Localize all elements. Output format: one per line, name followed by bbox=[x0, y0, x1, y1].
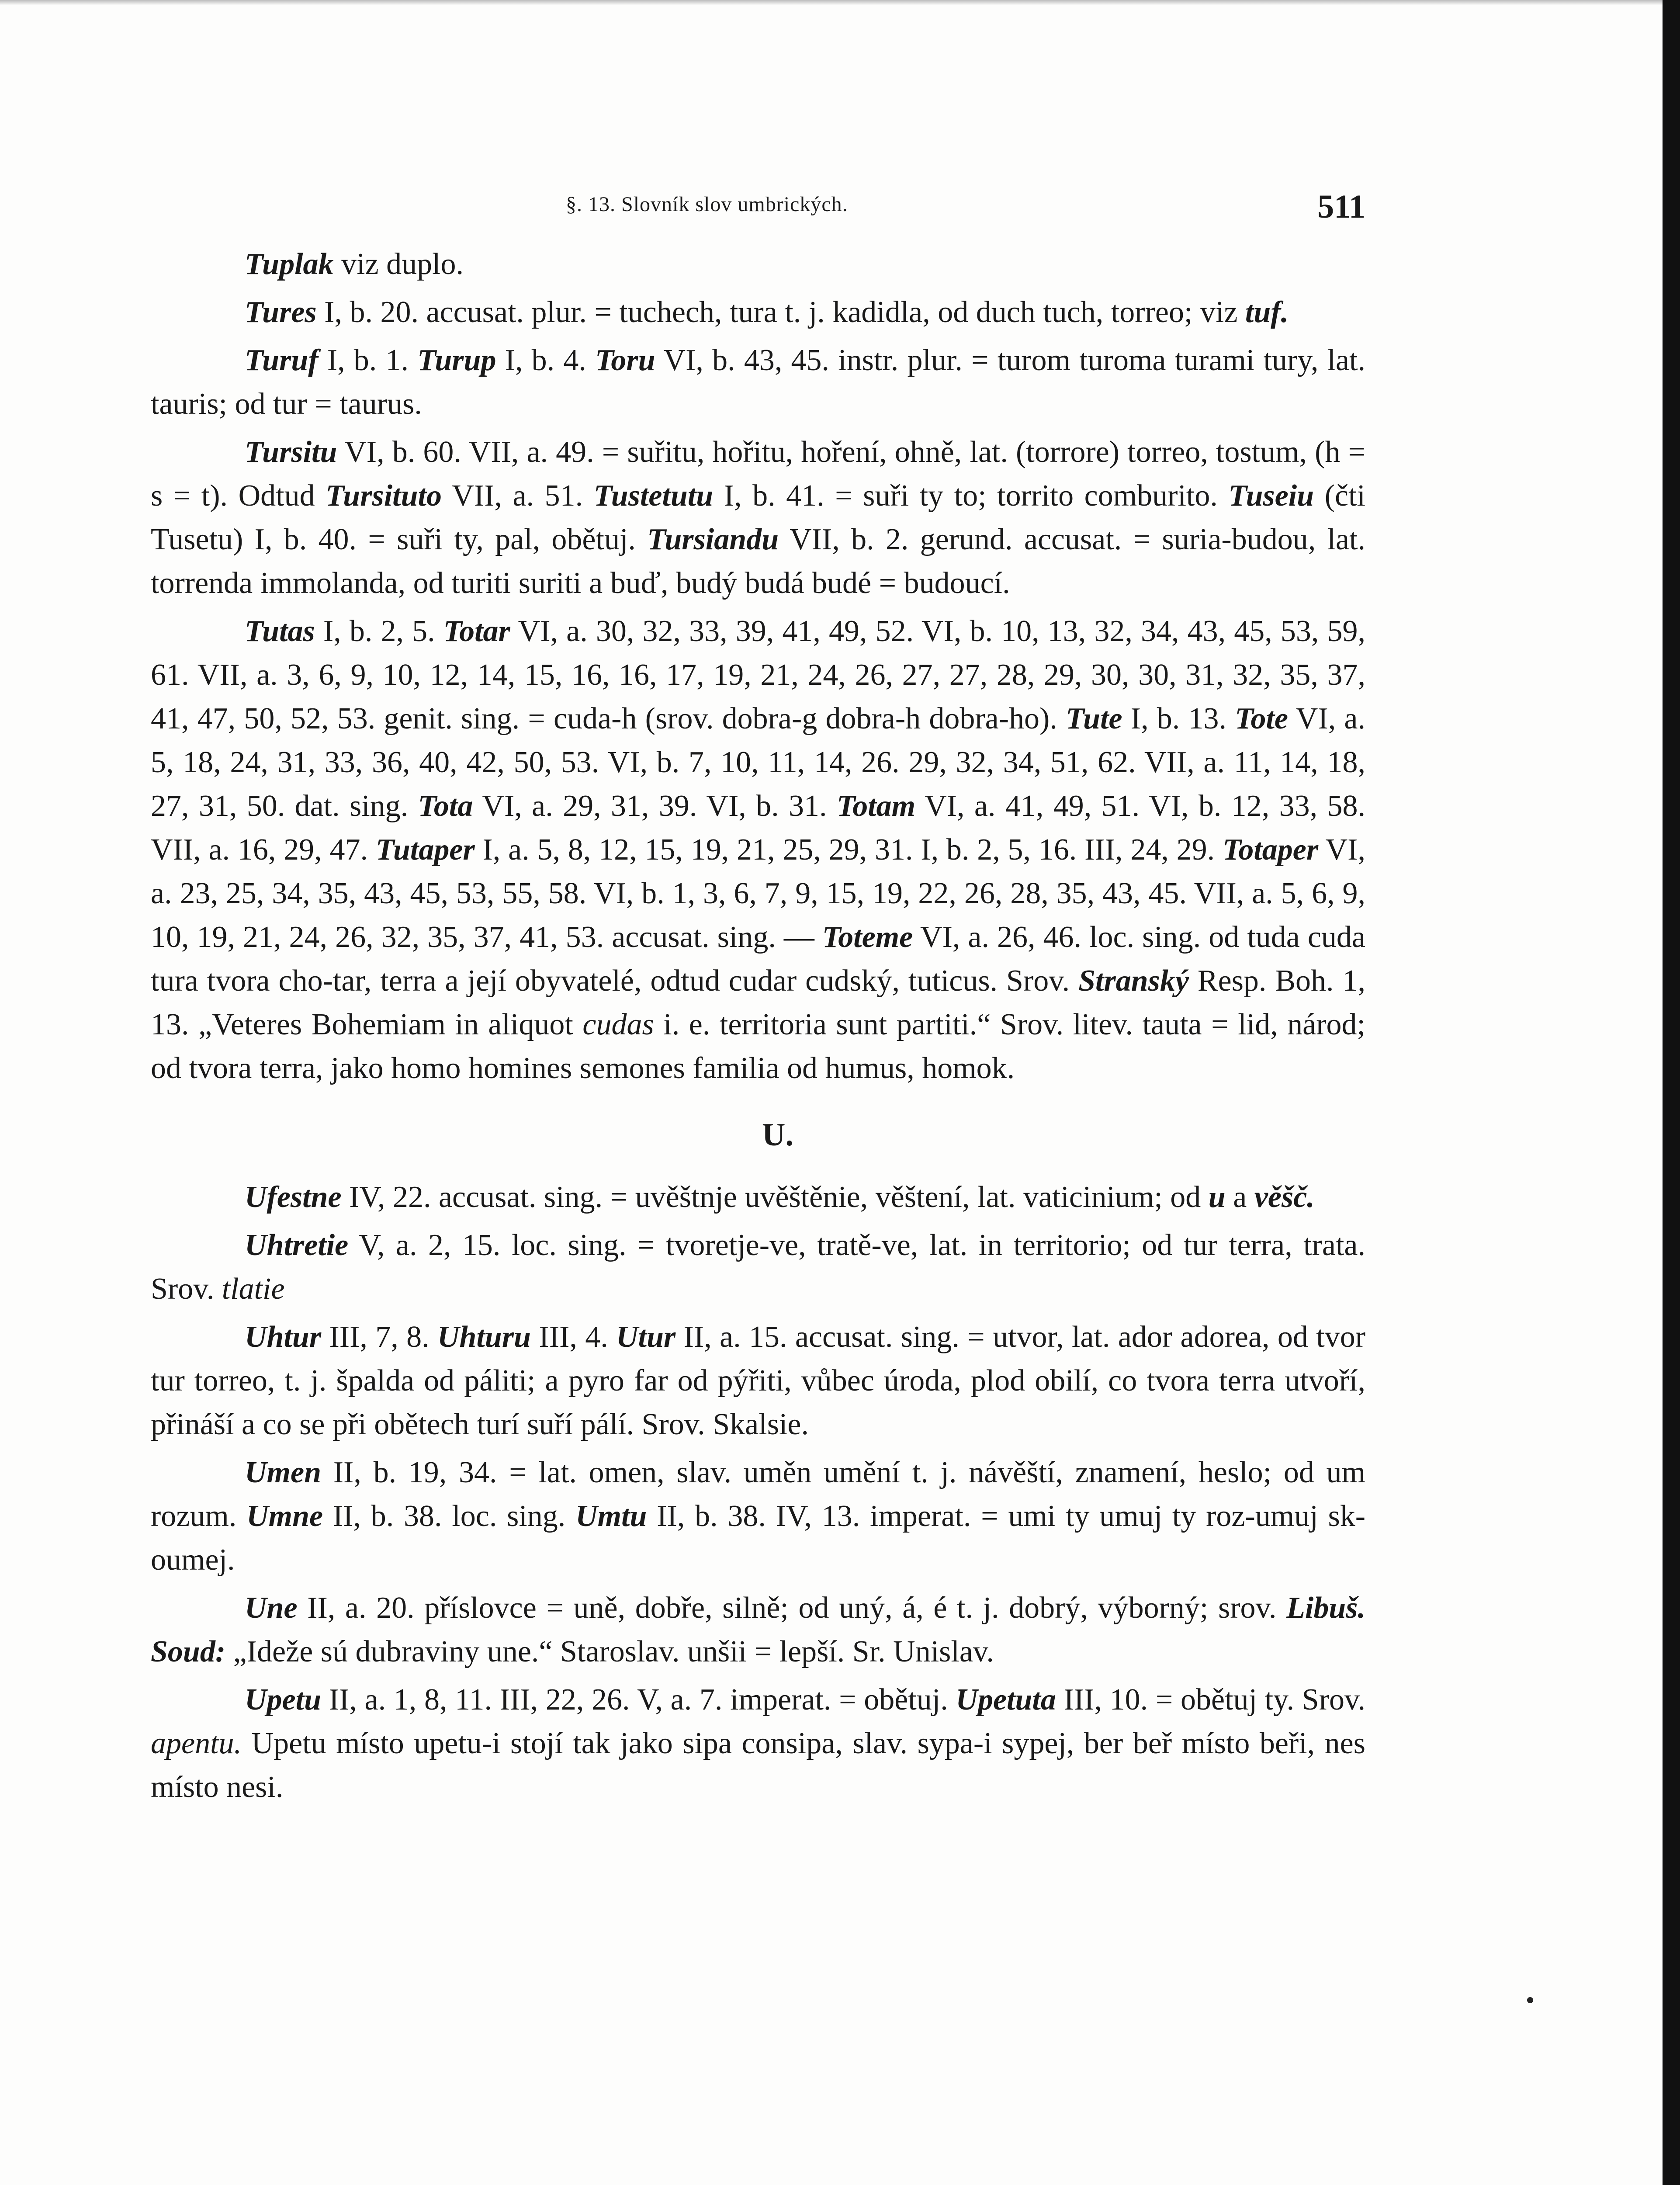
entry-text: II, b. 19, 34. = lat. omen, slav. uměn umění t. j. návěští, znamení, heslo; od um rozum. bbox=[151, 1456, 1365, 1533]
headword: Uhturu bbox=[437, 1320, 531, 1354]
headword: Stranský bbox=[1078, 964, 1189, 998]
entry-text: VI, a. 30, 32, 33, 39, 41, 49, 52. VI, b. 10, 13, 32, 34, 43, 45, 53, 59, 61. VII, a. 3, 6, 9, 10, 12, 14, 15, 16, 16, 17, 19, 21, 24, 26, 27, 27, 28, 29, 30, 30, 31, 32, 35, 37, 41, 47, 50, 52, 53. genit. sing. = cuda-h (srov. dobra-g dobra-h dobra-ho). bbox=[151, 614, 1366, 735]
entry-text: a bbox=[1225, 1180, 1254, 1214]
entries-section-u bbox=[151, 1176, 1365, 1809]
dictionary-entry bbox=[151, 291, 1365, 334]
entries-section-t bbox=[151, 243, 1365, 1090]
entry-text: VI, a. 29, 31, 39. VI, b. 31. bbox=[473, 789, 837, 823]
entry-text: I, b. 41. = suři ty to; torrito comburito. bbox=[713, 479, 1229, 513]
entry-text: VI, a. 41, 49, 51. VI, b. 12, 33, 58. VII, a. 16, 29, 47. bbox=[151, 789, 1365, 867]
headword: Uhtur bbox=[245, 1320, 322, 1354]
entry-text: II, a. 1, 8, 11. III, 22, 26. V, a. 7. imperat. = obětuj. bbox=[321, 1683, 956, 1717]
headword: Turuf bbox=[245, 343, 319, 377]
entry-text: II, a. 15. accusat. sing. = utvor, lat. ador adorea, od tvor tur torreo, t. j. špalda od páliti; a pyro far od pýřiti, vůbec úroda, plod obilí, co tvora terra utvoří, přináší a co se při obětech turí suří pálí. Srov. Skalsie. bbox=[151, 1320, 1366, 1441]
book-page bbox=[151, 188, 1365, 1814]
headword: Tursiandu bbox=[647, 523, 779, 556]
entry-text: III, 10. = obětuj ty. Srov. bbox=[1056, 1683, 1365, 1717]
dictionary-entry bbox=[151, 1176, 1365, 1219]
page-number: 511 bbox=[1317, 188, 1365, 225]
headword: Tota bbox=[418, 789, 473, 823]
headword: Umne bbox=[246, 1499, 323, 1533]
headword: tuf. bbox=[1245, 295, 1289, 329]
headword: Toteme bbox=[822, 920, 913, 954]
entry-text: I, b. 20. accusat. plur. = tuchech, tura t. j. kadidla, od duch tuch, torreo; viz bbox=[316, 295, 1245, 329]
entry-text: I, a. 5, 8, 12, 15, 19, 21, 25, 29, 31. I, b. 2, 5, 16. III, 24, 29. bbox=[475, 833, 1223, 867]
headword: Tursitu bbox=[245, 435, 337, 469]
headword: Uhtretie bbox=[245, 1228, 349, 1262]
headword: Libuš. Soud: bbox=[151, 1591, 1365, 1668]
entry-text: I, b. 1. bbox=[318, 343, 418, 377]
headword: u bbox=[1208, 1180, 1226, 1214]
entry-text: VII, b. 2. gerund. accusat. = suria-budou, lat. torrenda immolanda, od turiti suriti a buď, budý budá budé = budoucí. bbox=[151, 523, 1366, 600]
entry-text: II, b. 38. IV, 13. imperat. = umi ty umuj ty roz-umuj sk-oumej. bbox=[151, 1499, 1366, 1577]
dictionary-entry bbox=[151, 430, 1365, 605]
page-header bbox=[151, 188, 1365, 232]
dictionary-entry bbox=[151, 1224, 1365, 1311]
entry-text: I, b. 13. bbox=[1122, 702, 1235, 735]
headword: Une bbox=[245, 1591, 298, 1625]
headword: Tursituto bbox=[326, 479, 442, 513]
entry-text: V, a. 2, 15. loc. sing. = tvoretje-ve, tratě-ve, lat. in territorio; od tur terra, trata. Srov. bbox=[151, 1228, 1365, 1306]
headword: Tuplak bbox=[245, 247, 334, 281]
entry-text: Resp. Boh. 1, 13. „Veteres Bohemiam in aliquot bbox=[151, 964, 1365, 1041]
italic-reference: tlatie bbox=[222, 1272, 285, 1306]
headword: Totar bbox=[443, 614, 510, 648]
scan-border-right bbox=[1663, 0, 1680, 2185]
entry-text: I, b. 2, 5. bbox=[315, 614, 443, 648]
entry-text: VI, a. 26, 46. loc. sing. od tuda cuda tura tvora cho-tar, terra a její obyvatelé, odtud cudar cudský, tuticus. Srov. bbox=[151, 920, 1366, 998]
entry-text: (čti Tusetu) I, b. 40. = suři ty, pal, obětuj. bbox=[151, 479, 1365, 556]
entry-text: IV, 22. accusat. sing. = uvěštnje uvěštěnie, věštení, lat. vaticinium; od bbox=[341, 1180, 1209, 1214]
headword: Tures bbox=[245, 295, 317, 329]
headword: Upetu bbox=[245, 1683, 321, 1717]
entry-text: i. e. territoria sunt partiti.“ Srov. litev. tauta = lid, národ; od tvora terra, jako homo homines semones familia od humus, homok. bbox=[151, 1008, 1365, 1085]
entry-text: VI, b. 43, 45. instr. plur. = turom turoma turami tury, lat. tauris; od tur = taurus. bbox=[151, 343, 1365, 421]
headword: Upetuta bbox=[956, 1683, 1056, 1717]
entry-text: I, b. 4. bbox=[496, 343, 596, 377]
entry-text: III, 7, 8. bbox=[321, 1320, 437, 1354]
headword: Tute bbox=[1066, 702, 1122, 735]
entry-text: II, b. 38. loc. sing. bbox=[323, 1499, 576, 1533]
section-letter-u: U. bbox=[762, 1117, 793, 1153]
italic-reference: apentu. bbox=[151, 1727, 242, 1760]
entry-text: III, 4. bbox=[531, 1320, 617, 1354]
headword: Totaper bbox=[1222, 833, 1319, 867]
entry-text: VI, a. 5, 18, 24, 31, 33, 36, 40, 42, 50, 53. VI, b. 7, 10, 11, 14, 26. 29, 32, 34, 51, 62. VII, a. 11, 14, 18, 27, 31, 50. dat. sing. bbox=[151, 702, 1365, 823]
headword: Tuseiu bbox=[1228, 479, 1314, 513]
italic-reference: cudas bbox=[582, 1008, 654, 1041]
headword: Turup bbox=[417, 343, 496, 377]
dictionary-entry bbox=[151, 1315, 1365, 1446]
ink-speck bbox=[1527, 1997, 1533, 2003]
headword: věšč. bbox=[1254, 1180, 1315, 1214]
dictionary-entry bbox=[151, 1586, 1365, 1674]
entry-text: VI, a. 23, 25, 34, 35, 43, 45, 53, 55, 58. VI, b. 1, 3, 6, 7, 9, 15, 19, 22, 26, 28, 35, 43, 45. VII, a. 5, 6, 9, 10, 19, 21, 24, 26, 32, 35, 37, 41, 53. accusat. sing. — bbox=[151, 833, 1365, 954]
dictionary-entry bbox=[151, 1678, 1365, 1809]
dictionary-entry bbox=[151, 339, 1365, 426]
headword: Tutas bbox=[245, 614, 315, 648]
headword: Ufestne bbox=[245, 1180, 342, 1214]
dictionary-entry bbox=[151, 243, 1365, 286]
headword: Totam bbox=[836, 789, 916, 823]
entry-text: „Ideže sú dubraviny une.“ Staroslav. unšii = lepší. Sr. Unislav. bbox=[225, 1635, 994, 1668]
entry-text: VII, a. 51. bbox=[441, 479, 594, 513]
headword: Toru bbox=[595, 343, 655, 377]
headword: Tustetutu bbox=[593, 479, 714, 513]
entry-text: VI, b. 60. VII, a. 49. = suřitu, hořitu, hoření, ohně, lat. (torrore) torreo, tostum, (h = s = t). Odtud bbox=[151, 435, 1365, 513]
dictionary-entry bbox=[151, 1451, 1365, 1582]
dictionary-entry bbox=[151, 610, 1365, 1090]
page-top-shadow bbox=[0, 0, 1680, 5]
headword: Tote bbox=[1235, 702, 1288, 735]
entry-text: Upetu místo upetu-i stojí tak jako sipa consipa, slav. sypa-i sypej, ber beř místo beři, nes místo nesi. bbox=[151, 1727, 1365, 1804]
running-title: §. 13. Slovník slov umbrických. bbox=[566, 193, 848, 216]
headword: Umen bbox=[245, 1456, 321, 1489]
headword: Umtu bbox=[575, 1499, 647, 1533]
headword: Utur bbox=[616, 1320, 676, 1354]
entry-text: viz duplo. bbox=[333, 247, 464, 281]
entry-text: II, a. 20. příslovce = uně, dobře, silně; od uný, á, é t. j. dobrý, výborný; srov. bbox=[297, 1591, 1287, 1625]
headword: Tutaper bbox=[375, 833, 475, 867]
